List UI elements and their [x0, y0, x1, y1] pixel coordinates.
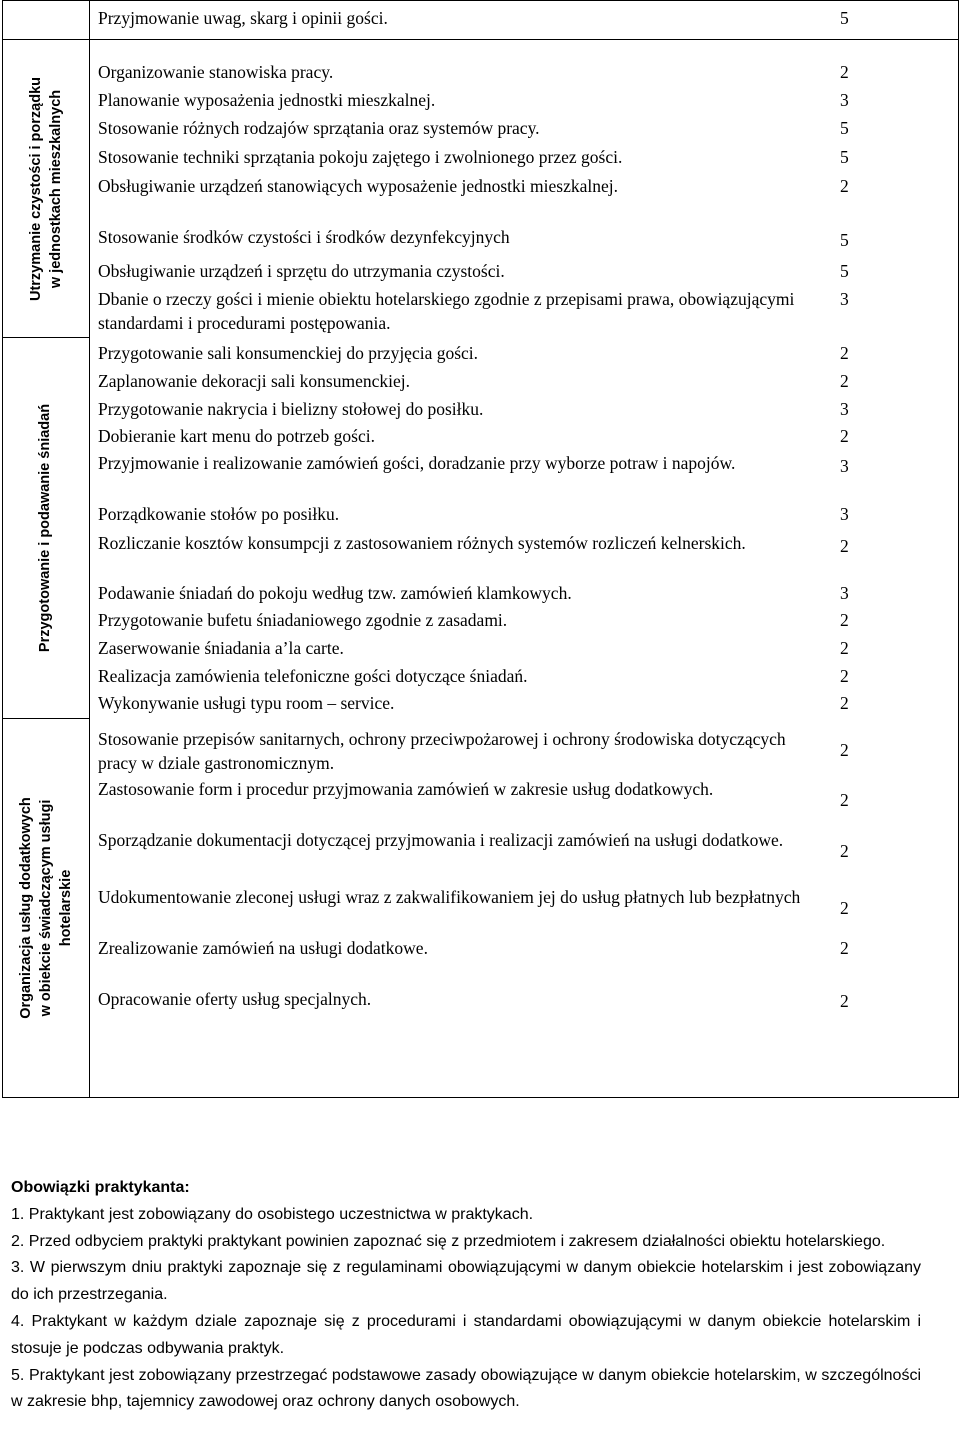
row-score: 2 — [840, 536, 849, 556]
duty-item: 2. Przed odbyciem praktyki praktykant powinien zapoznać się z przedmiotem i zakresem działalności obiektu hotelarskiego. — [11, 1232, 886, 1250]
table-row: Przygotowanie nakrycia i bielizny stołowej do posiłku. — [98, 399, 484, 419]
table-row: Planowanie wyposażenia jednostki mieszkalnej. — [98, 90, 436, 110]
section-label-line: w jednostkach mieszkalnych — [47, 89, 64, 288]
row-score: 2 — [840, 898, 849, 918]
row-score: 3 — [840, 583, 849, 603]
table-row: Opracowanie oferty usług specjalnych. — [98, 989, 372, 1009]
table-row: Udokumentowanie zleconej usługi wraz z zakwalifikowaniem jej do usług płatnych lub bezpłatnych — [98, 887, 801, 907]
duties-title: Obowiązki praktykanta: — [11, 1179, 190, 1196]
table-border-right — [958, 0, 959, 1098]
duty-item: 5. Praktykant jest zobowiązany przestrzegać podstawowe zasady obowiązujące w danym obiekcie hotelarskim, w szczególności w zakresie bhp, tajemnicy zawodowej oraz ochrony danych osobowych. — [11, 1366, 921, 1411]
row-score: 2 — [840, 991, 849, 1011]
table-row: Zaserwowanie śniadania a’la carte. — [98, 638, 344, 658]
duty-item: 4. Praktykant w każdym dziale zapoznaje się z procedurami i standardami obowiązującymi w danym obiekcie hotelarskim i stosuje je podczas odbywania praktyk. — [11, 1312, 921, 1357]
table-row: Sporządzanie dokumentacji dotyczącej przyjmowania i realizacji zamówień na usługi dodatkowe. — [98, 830, 784, 850]
row-score: 3 — [840, 456, 849, 476]
row-score: 5 — [840, 8, 849, 28]
table-row: Podawanie śniadań do pokoju według tzw. zamówień klamkowych. — [98, 583, 572, 603]
table-row: Wykonywanie usługi typu room – service. — [98, 693, 395, 713]
table-row: Stosowanie środków czystości i środków dezynfekcyjnych — [98, 227, 510, 247]
row-score: 2 — [840, 343, 849, 363]
section-label-breakfast — [2, 338, 89, 718]
table-row: Przygotowanie bufetu śniadaniowego zgodnie z zasadami. — [98, 610, 508, 630]
table-row: Obsługiwanie urządzeń stanowiących wyposażenie jednostki mieszkalnej. — [98, 176, 618, 196]
section-label-line: w obiekcie świadczącym usługi — [37, 799, 54, 1017]
row-score: 5 — [840, 230, 849, 250]
table-row: Stosowanie techniki sprzątania pokoju zajętego i zwolnionego przez gości. — [98, 147, 623, 167]
row-score: 5 — [840, 261, 849, 281]
row-score: 2 — [840, 62, 849, 82]
row-score: 2 — [840, 938, 849, 958]
intern-duties — [11, 1175, 921, 1416]
table-row: Przyjmowanie i realizowanie zamówień gości, doradzanie przy wyborze potraw i napojów. — [98, 453, 736, 473]
row-score: 2 — [840, 371, 849, 391]
section-label-housekeeping — [2, 40, 89, 337]
table-row: Stosowanie różnych rodzajów sprzątania oraz systemów pracy. — [98, 118, 540, 138]
section-divider — [2, 39, 959, 40]
table-row: Zastosowanie form i procedur przyjmowania zamówień w zakresie usług dodatkowych. — [98, 779, 714, 799]
row-score: 2 — [840, 841, 849, 861]
table-row: Zaplanowanie dekoracji sali konsumenckiej. — [98, 371, 410, 391]
row-score: 2 — [840, 176, 849, 196]
section-label-line: hotelarskie — [57, 869, 74, 947]
row-score: 2 — [840, 638, 849, 658]
table-row: Dbanie o rzeczy gości i mienie obiektu hotelarskiego zgodnie z przepisami prawa, obowiązującymi standardami i procedurami postępowania. — [98, 289, 795, 333]
section-label-line: Przygotowanie i podawanie śniadań — [37, 403, 54, 653]
table-row: Realizacja zamówienia telefoniczne gości dotyczące śniadań. — [98, 666, 528, 686]
table-row: Przyjmowanie uwag, skarg i opinii gości. — [98, 8, 388, 28]
row-score: 2 — [840, 666, 849, 686]
table-row: Stosowanie przepisów sanitarnych, ochrony przeciwpożarowej i ochrony środowiska dotyczących pracy w dziale gastronomicznym. — [98, 729, 786, 773]
table-row: Obsługiwanie urządzeń i sprzętu do utrzymania czystości. — [98, 261, 505, 281]
section-label-line: Organizacja usług dodatkowych — [17, 797, 34, 1019]
table-row: Dobieranie kart menu do potrzeb gości. — [98, 426, 375, 446]
table-row: Zrealizowanie zamówień na usługi dodatkowe. — [98, 938, 428, 958]
table-row: Organizowanie stanowiska pracy. — [98, 62, 334, 82]
section-label-additional-services — [2, 719, 89, 1097]
row-score: 5 — [840, 118, 849, 138]
row-score: 2 — [840, 740, 849, 760]
column-divider — [89, 0, 90, 1098]
table-row: Rozliczanie kosztów konsumpcji z zastosowaniem różnych systemów rozliczeń kelnerskich. — [98, 533, 746, 553]
table-border-bottom — [2, 1097, 959, 1098]
section-label-line: Utrzymanie czystości i porządku — [27, 76, 44, 301]
table-row: Porządkowanie stołów po posiłku. — [98, 504, 340, 524]
row-score: 3 — [840, 504, 849, 524]
row-score: 2 — [840, 790, 849, 810]
table-row: Przygotowanie sali konsumenckiej do przyjęcia gości. — [98, 343, 479, 363]
row-score: 5 — [840, 147, 849, 167]
row-score: 2 — [840, 426, 849, 446]
duty-item: 1. Praktykant jest zobowiązany do osobistego uczestnictwa w praktykach. — [11, 1205, 534, 1223]
row-score: 3 — [840, 90, 849, 110]
table-border-top — [2, 0, 959, 1]
row-score: 2 — [840, 693, 849, 713]
row-score: 2 — [840, 610, 849, 630]
row-score: 3 — [840, 289, 849, 309]
duty-item: 3. W pierwszym dniu praktyki zapoznaje się z regulaminami obowiązującymi w danym obiekcie hotelarskim i jest zobowiązany do ich przestrzegania. — [11, 1259, 921, 1304]
row-score: 3 — [840, 399, 849, 419]
